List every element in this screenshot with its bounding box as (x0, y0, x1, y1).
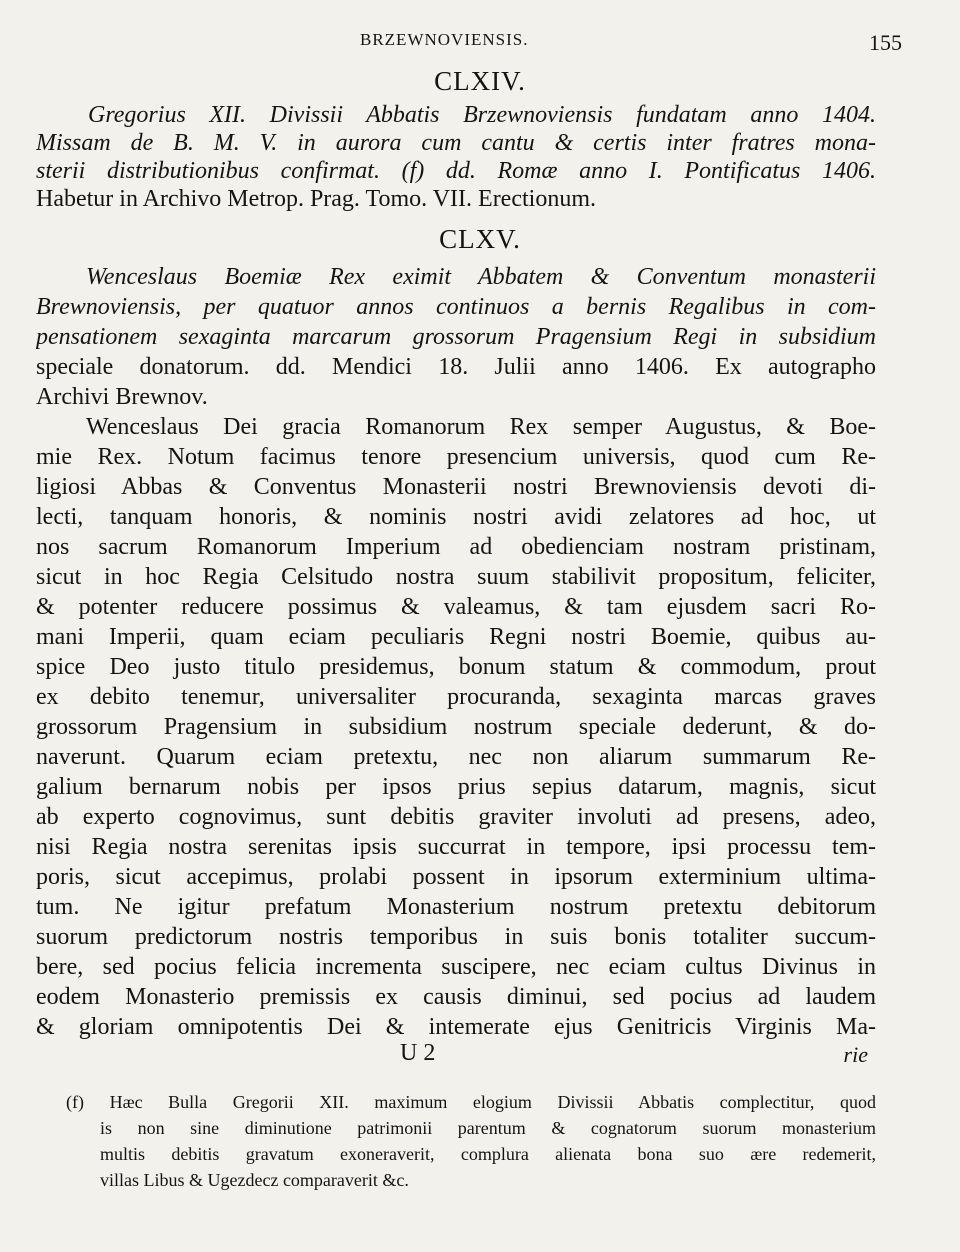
section-165-summary-line: pensationem sexaginta marcarum grossorum Pragensium Regi in subsidium (36, 324, 876, 350)
footnote-line: is non sine diminutione patrimonii parentum & cognatorum suorum monasterium (100, 1118, 876, 1138)
signature-mark: U 2 (400, 1040, 436, 1066)
document-text-line: poris, sicut accepimus, prolabi possent in ipsorum exterminium ultima- (36, 864, 876, 890)
document-text-line: tum. Ne igitur prefatum Monasterium nostrum pretextu debitorum (36, 894, 876, 920)
document-text-line: sicut in hoc Regia Celsitudo nostra suum stabilivit propositum, feliciter, (36, 564, 876, 590)
document-text-line: galium bernarum nobis per ipsos prius sepius datarum, magnis, sicut (36, 774, 876, 800)
section-165-summary-line: Brewnoviensis, per quatuor annos continuos a bernis Regalibus in com- (36, 294, 876, 320)
document-text-line: mie Rex. Notum facimus tenore presencium universis, quod cum Re- (36, 444, 876, 470)
section-164-line: sterii distributionibus confirmat. (f) dd. Romæ anno I. Pontificatus 1406. (36, 158, 876, 184)
document-text-line: nos sacrum Romanorum Imperium ad obedienciam nostram pristinam, (36, 534, 876, 560)
section-165-summary-line: speciale donatorum. dd. Mendici 18. Julii anno 1406. Ex autographo (36, 354, 876, 380)
document-text-line: & gloriam omnipotentis Dei & intemerate ejus Genitricis Virginis Ma- (36, 1014, 876, 1040)
footnote-line: villas Libus & Ugezdecz comparaverit &c. (100, 1170, 409, 1190)
document-text-line: eodem Monasterio premissis ex causis diminui, sed pocius ad laudem (36, 984, 876, 1010)
catchword: rie (843, 1042, 868, 1067)
document-text-line: nisi Regia nostra serenitas ipsis succurrat in tempore, ipsi processu tem- (36, 834, 876, 860)
footnote-line: (f) Hæc Bulla Gregorii XII. maximum elogium Divissii Abbatis complectitur, quod (66, 1092, 876, 1112)
document-text-line: naverunt. Quarum eciam pretextu, nec non aliarum summarum Re- (36, 744, 876, 770)
page-number: 155 (869, 30, 902, 55)
document-text-line: grossorum Pragensium in subsidium nostrum speciale dederunt, & do- (36, 714, 876, 740)
section-164-line: Gregorius XII. Divissii Abbatis Brzewnoviensis fundatam anno 1404. (88, 102, 876, 128)
document-text-line: ex debito tenemur, universaliter procuranda, sexaginta marcas graves (36, 684, 876, 710)
section-164-line: Habetur in Archivo Metrop. Prag. Tomo. VII. Erectionum. (36, 186, 596, 212)
running-title: BRZEWNOVIENSIS. (360, 30, 529, 49)
document-text-line: bere, sed pocius felicia incrementa suscipere, nec eciam cultus Divinus in (36, 954, 876, 980)
section-165-summary-line: Archivi Brewnov. (36, 384, 208, 410)
document-text-line: ab experto cognovimus, sunt debitis graviter involuti ad presens, adeo, (36, 804, 876, 830)
document-text-line: ligiosi Abbas & Conventus Monasterii nostri Brewnoviensis devoti di- (36, 474, 876, 500)
section-heading-164: CLXIV. (434, 66, 526, 96)
document-text-line: suorum predictorum nostris temporibus in suis bonis totaliter succum- (36, 924, 876, 950)
footnote-line: multis debitis gravatum exoneraverit, complura alienata bona suo ære redemerit, (100, 1144, 876, 1164)
document-text-line: Wenceslaus Dei gracia Romanorum Rex semper Augustus, & Boe- (86, 414, 876, 440)
section-heading-165: CLXV. (439, 224, 521, 254)
document-text-line: & potenter reducere possimus & valeamus, & tam ejusdem sacri Ro- (36, 594, 876, 620)
document-text-line: lecti, tanquam honoris, & nominis nostri avidi zelatores ad hoc, ut (36, 504, 876, 530)
section-164-line: Missam de B. M. V. in aurora cum cantu & certis inter fratres mona- (36, 130, 876, 156)
document-text-line: mani Imperii, quam eciam peculiaris Regni nostri Boemie, quibus au- (36, 624, 876, 650)
section-165-summary-line: Wenceslaus Boemiæ Rex eximit Abbatem & Conventum monasterii (86, 264, 876, 290)
document-text-line: spice Deo justo titulo presidemus, bonum statum & commodum, prout (36, 654, 876, 680)
